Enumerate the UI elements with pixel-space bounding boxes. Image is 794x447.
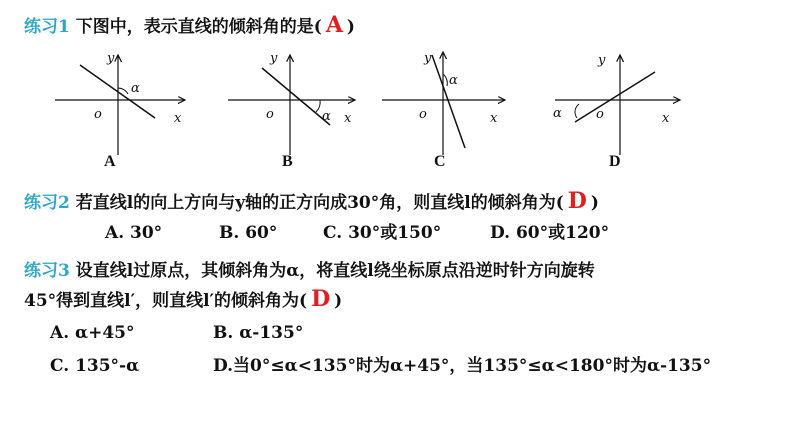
caption-d: D <box>609 153 621 170</box>
q2-option-a: A. 30° <box>105 223 163 243</box>
question-1-answer: A <box>325 12 343 38</box>
question-3-line-1 <box>24 260 595 282</box>
question-2-close: ) <box>590 193 599 213</box>
figure-a <box>55 51 185 170</box>
angle-label-c: α <box>449 73 458 88</box>
q2-option-d: D. 60°或120° <box>490 223 610 243</box>
question-2-tag: 练习2 <box>24 193 70 213</box>
q3-option-b: B. α-135° <box>213 323 304 343</box>
question-3-text: 设直线l过原点，其倾斜角为α，将直线l绕坐标原点沿逆时针方向旋转 <box>75 261 595 281</box>
y-label-b: y <box>270 51 278 66</box>
x-label-c: x <box>490 111 498 126</box>
q3-option-a: A. α+45° <box>50 323 135 343</box>
origin-label-a: o <box>94 107 102 122</box>
angle-label-d: α <box>553 106 562 121</box>
line-d <box>575 72 655 122</box>
y-label-c: y <box>424 51 432 66</box>
question-2-answer: D <box>567 188 587 214</box>
origin-label-d: o <box>596 107 604 122</box>
caption-a: A <box>104 153 116 170</box>
question-2 <box>24 190 599 214</box>
origin-label-b: o <box>266 107 274 122</box>
x-label-a: x <box>174 111 182 126</box>
figure-b <box>228 51 355 170</box>
question-3-line-2 <box>24 288 342 312</box>
figure-c <box>382 51 505 170</box>
caption-c: C <box>434 153 446 170</box>
line-c <box>432 55 465 148</box>
q3-option-c: C. 135°-α <box>50 356 140 376</box>
caption-b: B <box>282 153 293 170</box>
angle-label-b: α <box>322 109 331 124</box>
x-label-b: x <box>344 111 352 126</box>
figure-d <box>553 53 680 170</box>
angle-label-a: α <box>131 81 140 96</box>
y-label-d: y <box>598 53 606 68</box>
question-3-tag: 练习3 <box>24 261 70 281</box>
q3-option-d: D.当0°≤α<135°时为α+45°，当135°≤α<180°时为α-135° <box>213 356 712 376</box>
question-1-tag: 练习1 <box>24 17 70 37</box>
question-3-close: ) <box>334 291 343 311</box>
q2-option-c: C. 30°或150° <box>323 223 442 243</box>
y-label-a: y <box>107 51 115 66</box>
question-3-text-2: 45°得到直线l′，则直线l′的倾斜角为( <box>24 291 308 311</box>
question-3-answer: D <box>311 286 331 312</box>
q2-option-b: B. 60° <box>219 223 278 243</box>
x-label-d: x <box>662 111 670 126</box>
origin-label-c: o <box>419 107 427 122</box>
question-1-close: ) <box>346 17 355 37</box>
question-1-text: 下图中，表示直线的倾斜角的是( <box>75 17 322 37</box>
question-2-text: 若直线l的向上方向与y轴的正方向成30°角，则直线l的倾斜角为( <box>75 193 564 213</box>
